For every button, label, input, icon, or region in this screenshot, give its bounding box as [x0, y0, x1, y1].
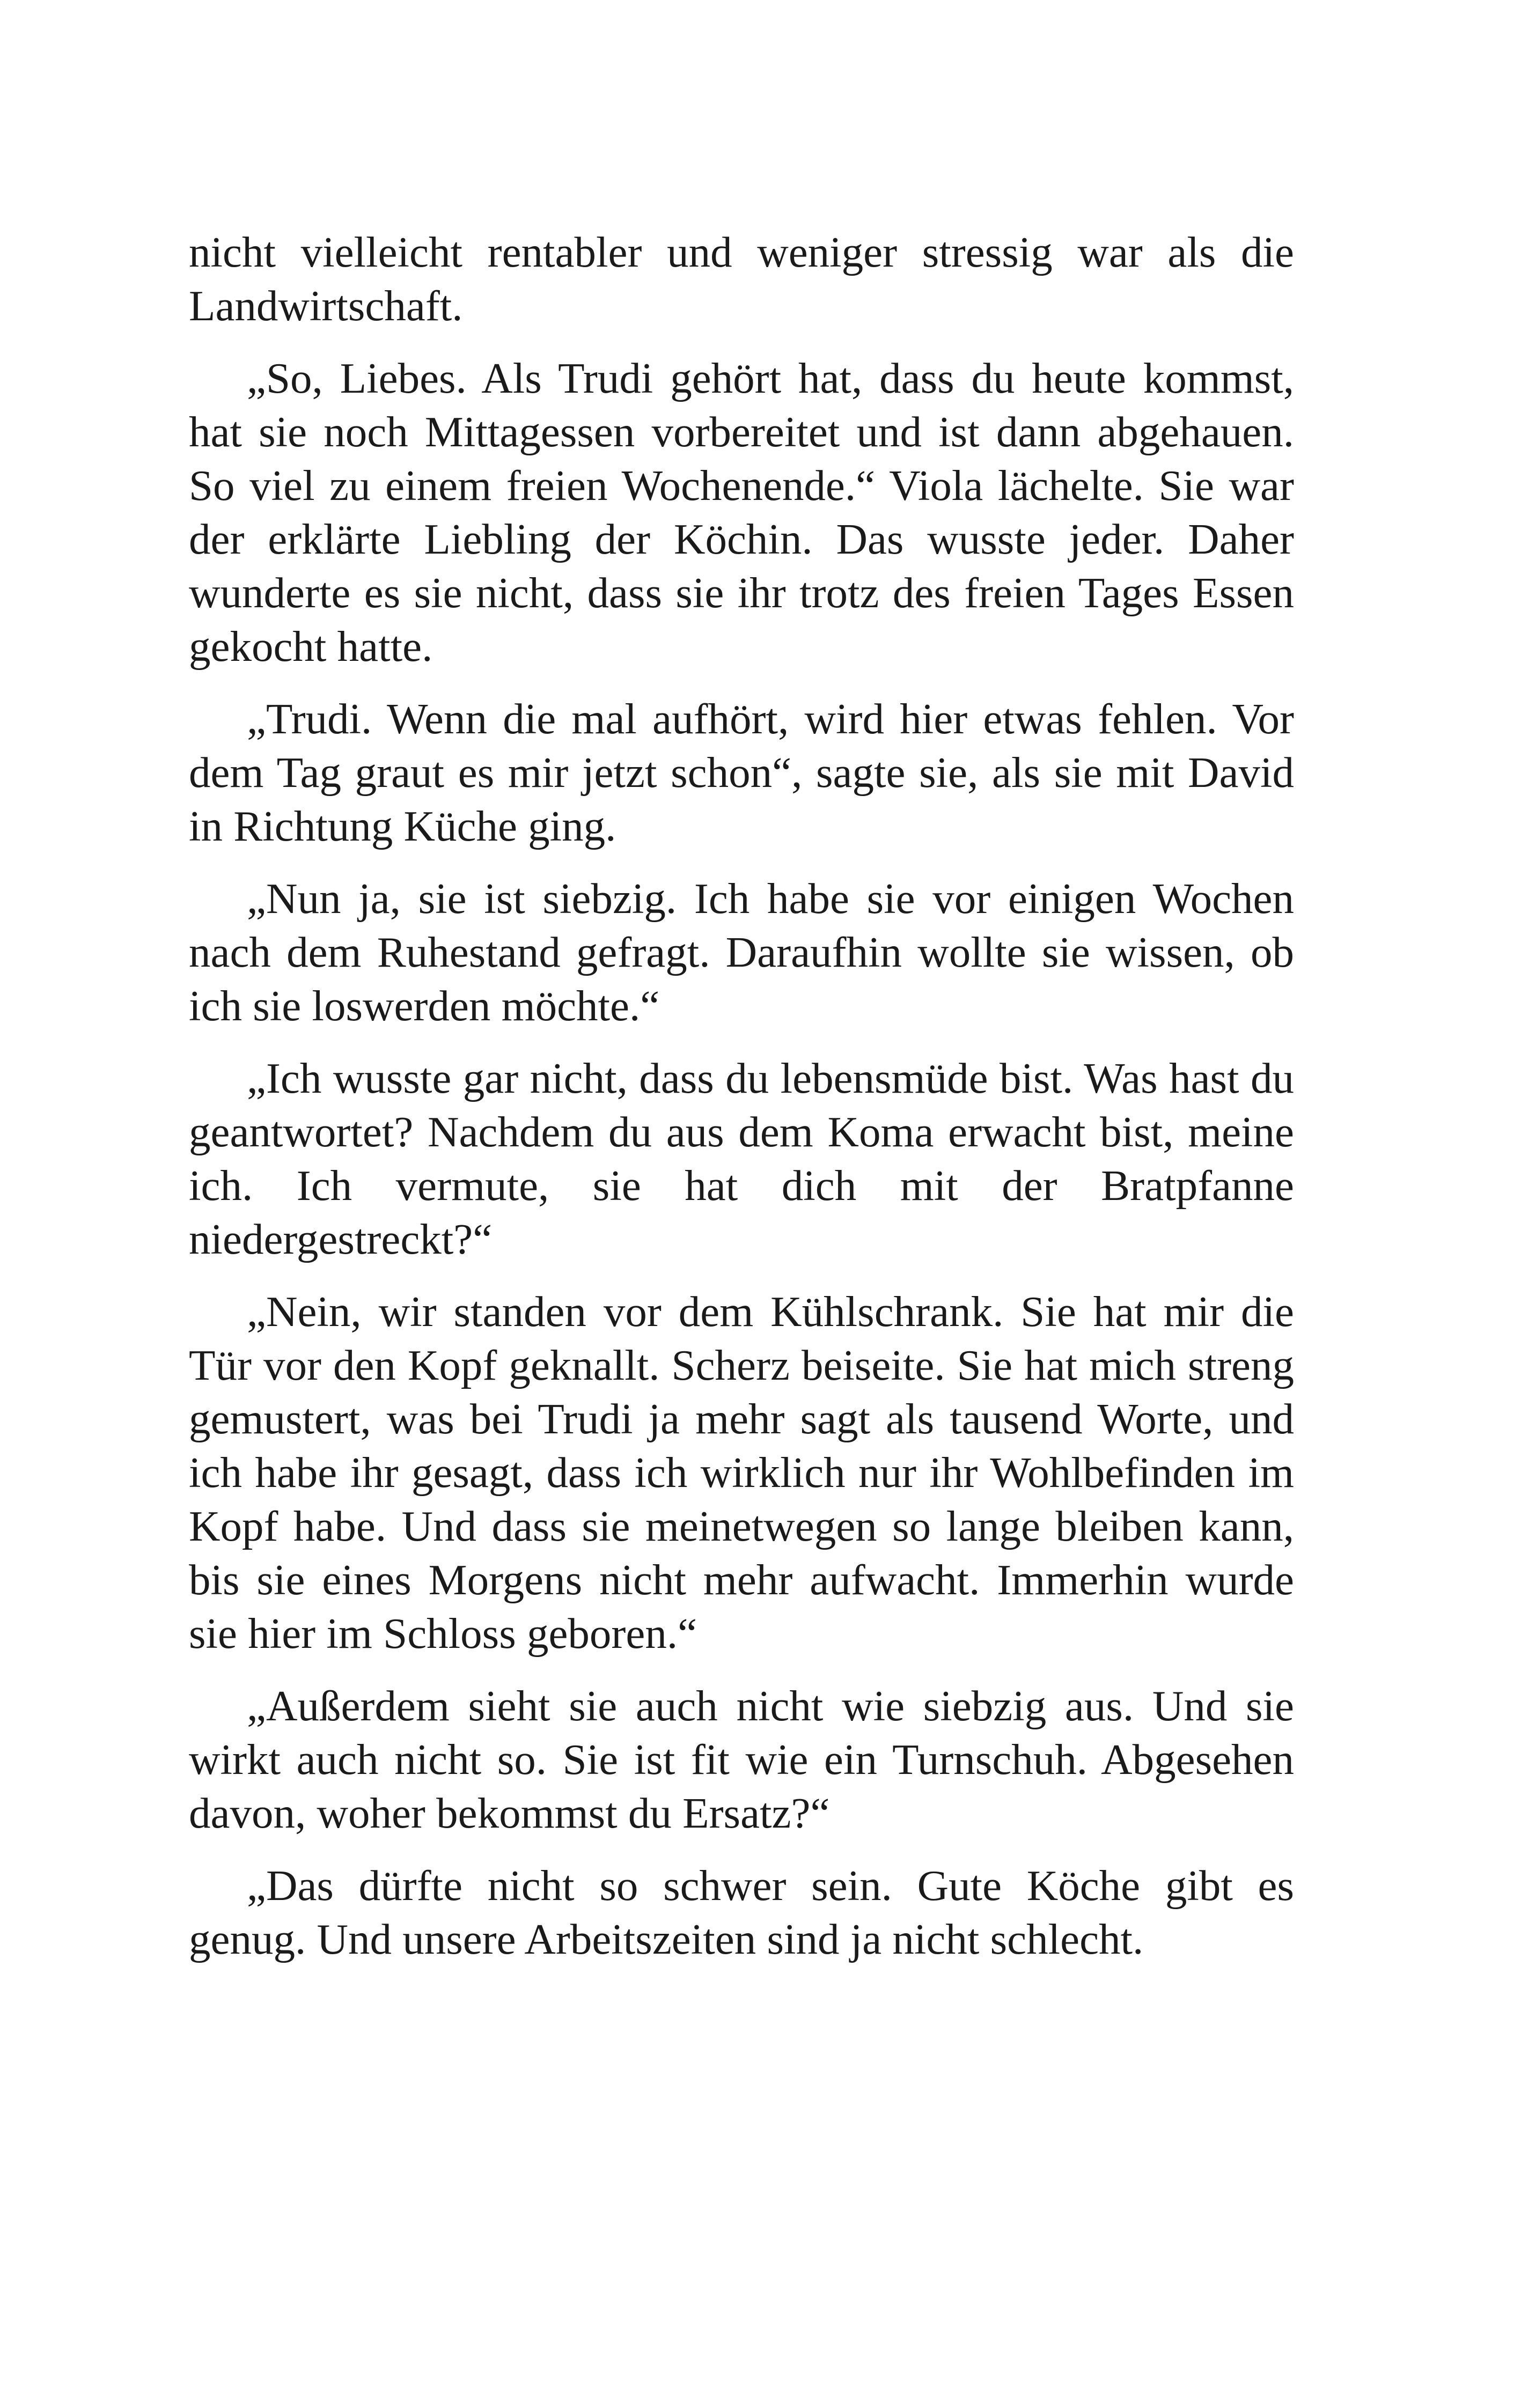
paragraph-6: „Nein, wir standen vor dem Kühlschrank. Sie hat mir die Tür vor den Kopf geknallt. Scherz beiseite. Sie hat mich streng gemustert, was bei Trudi ja mehr sagt als tausend Worte, und ich habe ihr gesagt, dass ich wirklich nur ihr Wohlbefinden im Kopf habe. Und dass sie meinetwegen so lange bleiben kann, bis sie eines Morgens nicht mehr aufwacht. Immerhin wurde sie hier im Schloss geboren.“ — [189, 1287, 1294, 1658]
paragraph-4: „Nun ja, sie ist siebzig. Ich habe sie vor einigen Wochen nach dem Ruhestand gefragt. Daraufhin wollte sie wissen, ob ich sie loswerden möchte.“ — [189, 874, 1294, 1030]
paragraph-1: nicht vielleicht rentabler und weniger stressig war als die Landwirtschaft. — [189, 228, 1294, 330]
paragraph-3: „Trudi. Wenn die mal aufhört, wird hier etwas fehlen. Vor dem Tag graut es mir jetzt schon“, sagte sie, als sie mit David in Richtung Küche ging. — [189, 695, 1294, 850]
paragraph-2: „So, Liebes. Als Trudi gehört hat, dass du heute kommst, hat sie noch Mittagessen vorbereitet und ist dann abgehauen. So viel zu einem freien Wochenende.“ Viola lächelte. Sie war der erklärte Liebling der Köchin. Das wusste jeder. Daher wunderte es sie nicht, dass sie ihr trotz des freien Tages Essen gekocht hatte. — [189, 354, 1294, 671]
paragraph-8: „Das dürfte nicht so schwer sein. Gute Köche gibt es genug. Und unsere Arbeitszeiten sind ja nicht schlecht. — [189, 1861, 1294, 1963]
paragraph-5: „Ich wusste gar nicht, dass du lebensmüde bist. Was hast du geantwortet? Nachdem du aus dem Koma erwacht bist, meine ich. Ich vermute, sie hat dich mit der Bratpfanne niedergestreckt?“ — [189, 1054, 1294, 1263]
body-text — [189, 225, 1294, 1985]
paragraph-7: „Außerdem sieht sie auch nicht wie siebzig aus. Und sie wirkt auch nicht so. Sie ist fit wie ein Turnschuh. Abgesehen davon, woher bekommst du Ersatz?“ — [189, 1682, 1294, 1837]
